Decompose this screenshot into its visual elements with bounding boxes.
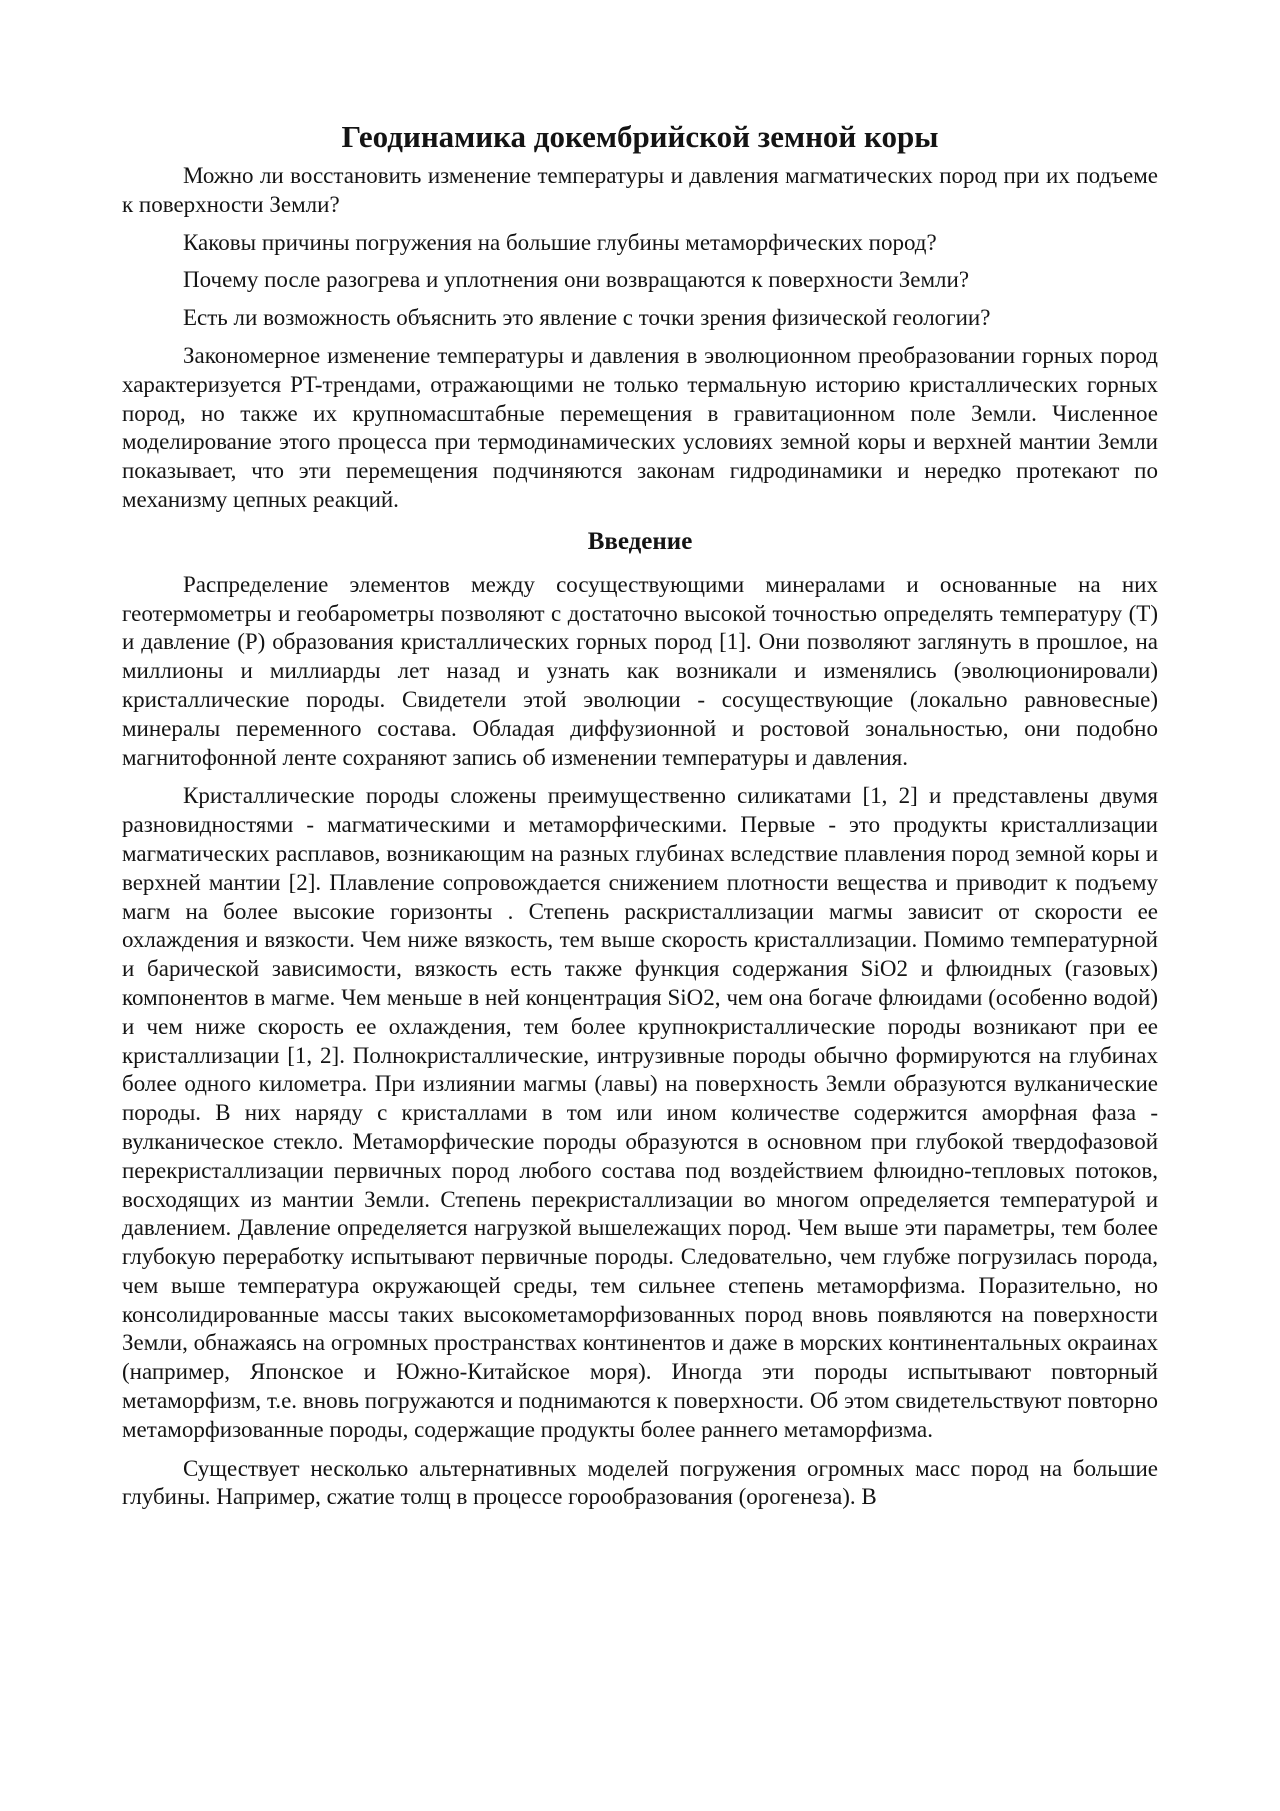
question-paragraph: Есть ли возможность объяснить это явление с точки зрения физической геологии? [183,305,991,331]
document-page [122,118,1158,1512]
section-heading: Введение [587,527,693,555]
question-paragraph: Почему после разогрева и уплотнения они возвращаются к поверхности Земли? [183,267,970,293]
question-paragraph: Можно ли восстановить изменение температуры и давления магматических пород при их подъеме к поверхности Земли? [122,163,1158,217]
intro-paragraph: Закономерное изменение температуры и давления в эволюционном преобразовании горных пород характеризуется PT-трендами, отражающими не только термальную историю кристаллических горных пород, но также их крупномасштабные перемещения в гравитационном поле Земли. Численное моделирование этого процесса при термодинамических условиях земной коры и верхней мантии Земли показывает, что эти перемещения подчиняются законам гидродинамики и нередко протекают по механизму цепных реакций. [122,342,1158,512]
document-title: Геодинамика докембрийской земной коры [341,119,939,154]
body-paragraph: Существует несколько альтернативных моделей погружения огромных масс пород на большие глубины. Например, сжатие толщ в процессе горообразования (орогенеза). В [122,1455,1158,1510]
body-paragraph: Кристаллические породы сложены преимущественно силикатами [1, 2] и представлены двумя разновидностями - магматическими и метаморфическими. Первые - это продукты кристаллизации магматических расплавов, возникающим на разных глубинах вследствие плавления пород земной коры и верхней мантии [2]. Плавление сопровождается снижением плотности вещества и приводит к подъему магм на более высокие горизонты . Степень раскристаллизации магмы зависит от скорости ее охлаждения и вязкости. Чем ниже вязкость, тем выше скорость кристаллизации. Помимо температурной и барической зависимости, вязкость есть также функция содержания SiO2 и флюидных (газовых) компонентов в магме. Чем меньше в ней концентрация SiO2, чем она богаче флюидами (особенно водой) и чем ниже скорость ее охлаждения, тем более крупнокристаллические породы возникают при ее кристаллизации [1, 2]. Полнокристаллические, интрузивные породы обычно формируются на глубинах более одного километра. При излиянии магмы (лавы) на поверхность Земли образуются вулканические породы. В них наряду с кристаллами в том или ином количестве содержится аморфная фаза - вулканическое стекло. Метаморфические породы образуются в основном при глубокой твердофазовой перекристаллизации первичных пород любого состава под воздействием флюидно-тепловых потоков, восходящих из мантии Земли. Степень перекристаллизации во многом определяется температурой и давлением. Давление определяется нагрузкой вышележащих пород. Чем выше эти параметры, тем более глубокую переработку испытывают первичные породы. Следовательно, чем глубже погрузилась порода, чем выше температура окружающей среды, тем сильнее степень метаморфизма. Поразительно, но консолидированные массы таких высокометаморфизованных пород вновь появляются на поверхности Земли, обнажаясь на огромных пространствах континентов и даже в морских континентальных окраинах (например, Японское и Южно-Китайское моря). Иногда эти породы испытывают повторный метаморфизм, т.е. вновь погружаются и поднимаются к поверхности. Об этом свидетельствуют повторно метаморфизованные породы, содержащие продукты более раннего метаморфизма. [122,783,1158,1442]
body-paragraph: Распределение элементов между сосуществующими минералами и основанные на них геотермометры и геобарометры позволяют с достаточно высокой точностью определять температуру (Т) и давление (Р) образования кристаллических горных пород [1]. Они позволяют заглянуть в прошлое, на миллионы и миллиарды лет назад и узнать как возникали и изменялись (эволюционировали) кристаллические породы. Свидетели этой эволюции - сосуществующие (локально равновесные) минералы переменного состава. Обладая диффузионной и ростовой зональностью, они подобно магнитофонной ленте сохраняют запись об изменении температуры и давления. [122,571,1158,770]
question-paragraph: Каковы причины погружения на большие глубины метаморфических пород? [183,229,937,255]
